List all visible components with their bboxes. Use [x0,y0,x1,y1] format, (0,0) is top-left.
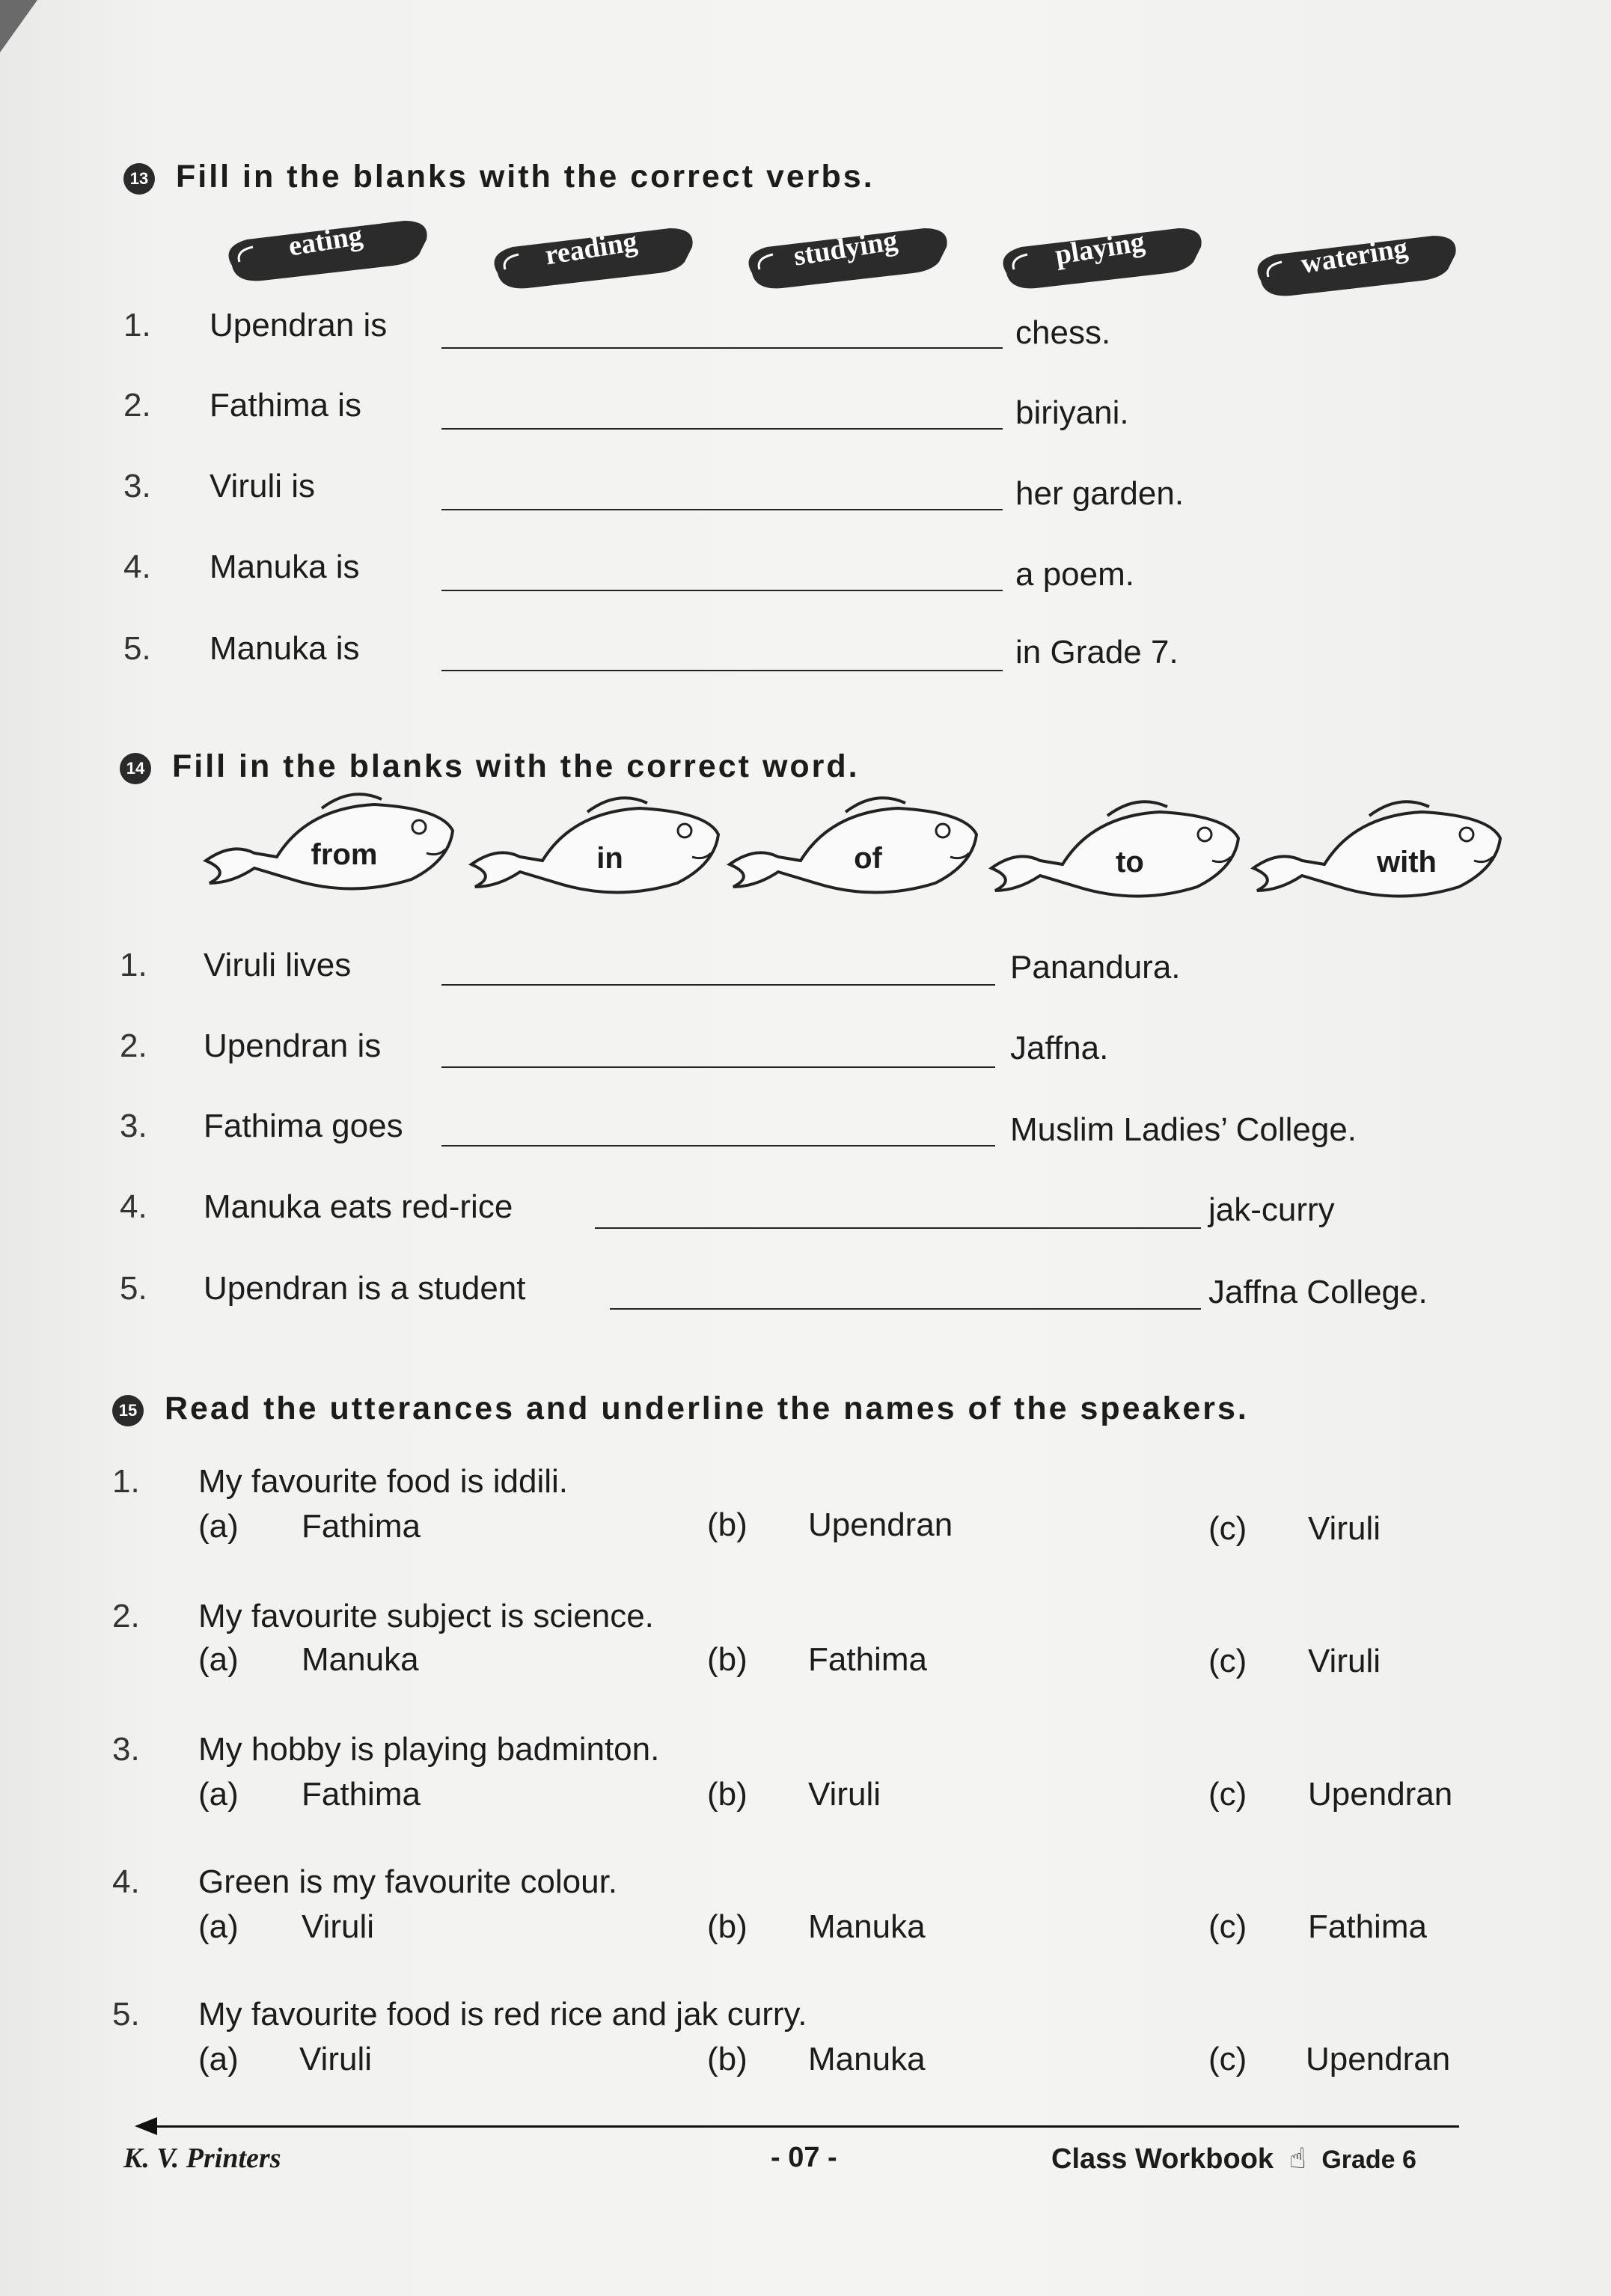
item-tail: in Grade 7. [1015,634,1179,671]
item-subject: Upendran is a student [204,1270,526,1307]
footer-page-number: - 07 - [771,2142,837,2173]
word-playing: playing [1053,225,1147,272]
fish-word-with [1250,793,1504,906]
question-number: 5. [112,1996,140,2033]
option-letter: (c) [1208,2041,1247,2077]
word-to: to [1116,846,1144,879]
word-of: of [854,842,882,875]
option-letter: (b) [707,1908,748,1945]
item-tail: chess. [1015,314,1111,351]
item-subject: Upendran is [204,1028,382,1064]
option-a[interactable] [198,1641,419,1679]
option-b[interactable] [707,2041,926,2078]
option-letter: (c) [1208,1776,1247,1813]
fish-word-to [988,793,1242,906]
option-c[interactable] [1208,1776,1453,1813]
item-number: 3. [123,468,151,504]
fish-word-in [468,790,722,902]
item-number: 1. [120,947,147,983]
option-letter: (c) [1208,1510,1247,1547]
answer-blank[interactable] [441,590,1003,591]
option-value: Fathima [302,1776,421,1813]
section-14-instruction: Fill in the blanks with the correct word. [172,748,860,784]
item-subject: Viruli lives [204,947,352,983]
option-b[interactable] [707,1908,926,1946]
option-letter: (b) [707,1506,748,1543]
item-number: 4. [123,549,151,585]
item-tail: Jaffna College. [1208,1274,1428,1310]
word-box-reading [483,225,700,277]
section-13-number-badge: 13 [123,163,155,195]
option-value: Viruli [1308,1643,1381,1679]
item-tail: Jaffna. [1010,1030,1109,1066]
section-15-instruction: Read the utterances and underline the names of the speakers. [165,1390,1249,1426]
word-watering: watering [1298,232,1410,280]
word-in: in [596,842,623,875]
item-subject: Manuka is [210,630,360,667]
item-tail: a poem. [1015,556,1134,593]
option-value: Viruli [302,1908,375,1945]
option-a[interactable] [198,1908,375,1946]
question-number: 1. [112,1463,140,1500]
item-tail: biriyani. [1015,394,1129,431]
word-with: with [1377,846,1437,879]
option-letter: (c) [1208,1643,1247,1679]
question-text: My hobby is playing badminton. [198,1731,660,1768]
word-eating: eating [286,219,365,263]
footer-rule [138,2125,1459,2128]
footer-book-title [1051,2142,1416,2176]
option-letter: (c) [1208,1908,1247,1945]
word-box-playing [991,225,1208,277]
answer-blank[interactable] [441,509,1003,510]
answer-blank[interactable] [441,670,1003,671]
pointing-hand-icon: ☝ [1289,2143,1306,2175]
option-value: Upendran [1306,2041,1451,2077]
section-15-number-badge: 15 [112,1395,144,1426]
item-subject: Manuka eats red-rice [204,1188,513,1225]
option-b[interactable] [707,1506,953,1544]
question-text: My favourite subject is science. [198,1598,654,1634]
option-a[interactable] [198,2041,373,2078]
answer-blank[interactable] [441,347,1003,349]
footer-book-name: Class Workbook [1051,2143,1274,2175]
item-subject: Fathima is [210,387,361,424]
item-number: 4. [120,1188,147,1225]
option-letter: (a) [198,1776,239,1813]
option-value: Fathima [808,1641,927,1678]
word-box-eating [217,217,434,269]
option-c[interactable] [1208,2041,1451,2078]
item-subject: Fathima goes [204,1108,403,1144]
word-studying: studying [791,225,900,272]
option-value: Fathima [302,1508,421,1545]
item-tail: Panandura. [1010,949,1181,986]
option-letter: (a) [198,1641,239,1678]
question-text: My favourite food is red rice and jak curry. [198,1996,807,2033]
question-number: 4. [112,1863,140,1900]
option-value: Upendran [808,1506,953,1543]
fish-word-from [202,786,456,898]
option-value: Viruli [808,1776,881,1813]
option-c[interactable] [1208,1510,1381,1548]
item-subject: Viruli is [210,468,316,504]
item-number: 2. [120,1028,147,1064]
item-number: 2. [123,387,151,424]
footer-grade: Grade 6 [1321,2146,1416,2174]
question-text: My favourite food is iddili. [198,1463,568,1500]
section-13-instruction: Fill in the blanks with the correct verbs. [176,159,875,195]
option-b[interactable] [707,1776,881,1813]
section-13-heading [123,159,875,195]
fish-word-of [726,790,980,902]
page-corner-shadow [0,0,37,52]
answer-blank[interactable] [441,428,1003,430]
section-14-number-badge: 14 [120,753,151,784]
question-number: 2. [112,1598,140,1634]
answer-blank[interactable] [441,1145,995,1147]
item-number: 1. [123,307,151,344]
footer-publisher: K. V. Printers [123,2143,281,2174]
option-letter: (b) [707,1641,748,1678]
option-a[interactable] [198,1508,421,1545]
item-tail: her garden. [1015,475,1184,512]
question-number: 3. [112,1731,140,1768]
word-box-studying [737,225,954,277]
option-letter: (a) [198,1908,239,1945]
option-value: Manuka [808,2041,926,2077]
option-letter: (b) [707,1776,748,1813]
word-from: from [311,838,378,871]
option-value: Viruli [1308,1510,1381,1547]
answer-blank[interactable] [595,1227,1201,1229]
option-value: Manuka [302,1641,419,1678]
item-number: 3. [120,1108,147,1144]
option-b[interactable] [707,1641,927,1679]
section-14-heading [120,748,860,785]
word-box-watering [1246,232,1463,284]
option-value: Upendran [1308,1776,1453,1813]
question-text: Green is my favourite colour. [198,1863,618,1900]
item-tail: Muslim Ladies’ College. [1010,1111,1357,1148]
option-a[interactable] [198,1776,421,1813]
answer-blank[interactable] [441,1066,995,1068]
answer-blank[interactable] [610,1308,1201,1310]
item-tail: jak-curry [1208,1191,1335,1228]
item-subject: Manuka is [210,549,360,585]
section-15-heading [112,1390,1249,1427]
option-letter: (a) [198,1508,239,1545]
item-number: 5. [120,1270,147,1307]
option-letter: (a) [198,2041,239,2077]
answer-blank[interactable] [441,984,995,986]
option-c[interactable] [1208,1908,1427,1946]
option-value: Fathima [1308,1908,1427,1945]
item-subject: Upendran is [210,307,388,344]
option-value: Manuka [808,1908,926,1945]
option-letter: (b) [707,2041,748,2077]
item-number: 5. [123,630,151,667]
word-reading: reading [542,225,640,272]
option-c[interactable] [1208,1643,1381,1680]
option-value: Viruli [299,2041,373,2077]
